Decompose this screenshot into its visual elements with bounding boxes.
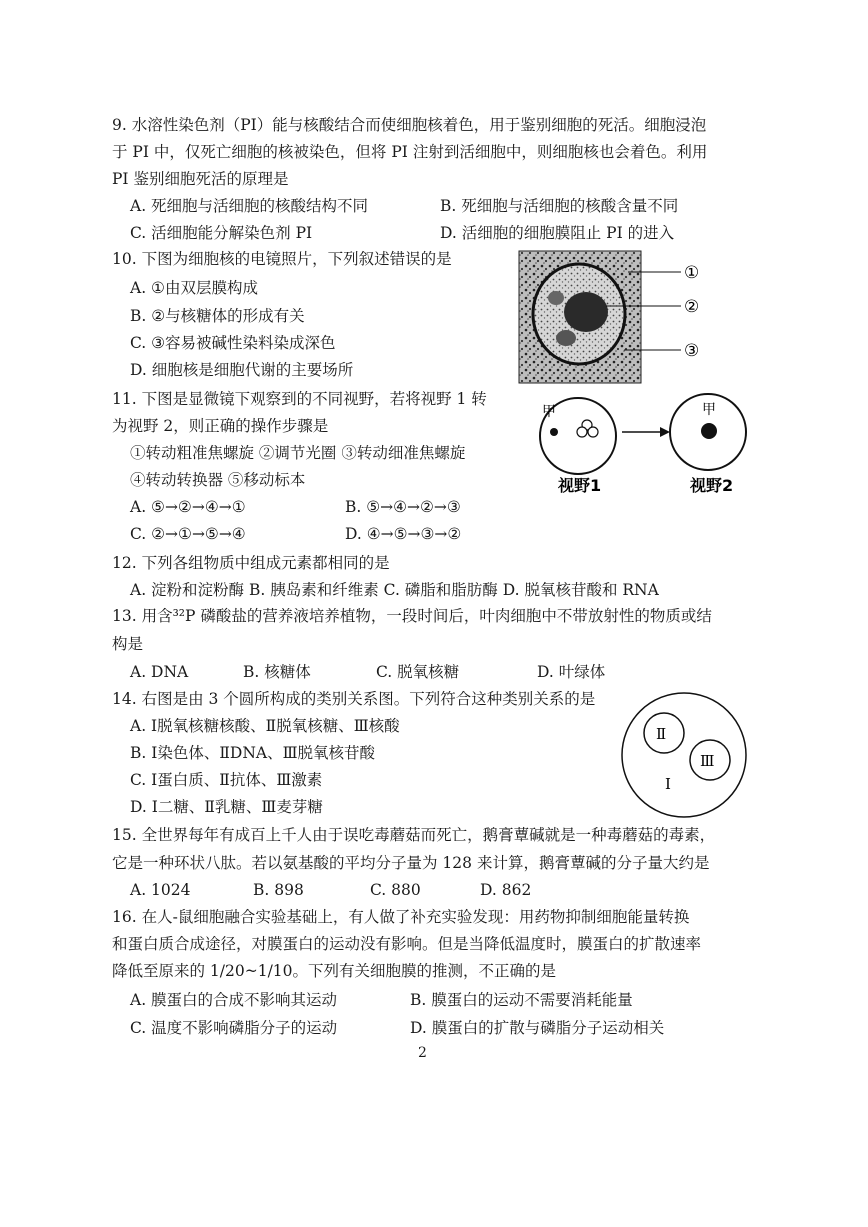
q14-option-d: D. Ⅰ二糖、Ⅱ乳糖、Ⅲ麦芽糖 [130, 798, 323, 816]
q10-stem: 10. 下图为细胞核的电镜照片，下列叙述错误的是 [112, 250, 452, 268]
q9-option-a: A. 死细胞与活细胞的核酸结构不同 [130, 197, 369, 215]
q15-option-b: B. 898 [253, 881, 304, 899]
q12-options: A. 淀粉和淀粉酶 B. 胰岛素和纤维素 C. 磷脂和脂肪酶 D. 脱氧核苷酸和 RNA [130, 581, 659, 599]
q16-option-a: A. 膜蛋白的合成不影响其运动 [130, 991, 338, 1009]
view1-jia-label: 甲 [542, 404, 556, 420]
q11-option-d: D. ④→⑤→③→② [345, 525, 462, 543]
q11-steps-line2: ④转动转换器 ⑤移动标本 [130, 471, 306, 489]
view2-caption: 视野2 [690, 476, 734, 495]
q14-option-a: A. Ⅰ脱氧核糖核酸、Ⅱ脱氧核糖、Ⅲ核酸 [130, 717, 400, 735]
q15-option-d: D. 862 [480, 881, 532, 899]
nucleolus [564, 292, 608, 332]
q9-option-b: B. 死细胞与活细胞的核酸含量不同 [440, 197, 679, 215]
view1-target-dot [550, 428, 558, 436]
q9-option-d: D. 活细胞的细胞膜阻止 PI 的进入 [440, 224, 675, 242]
q15-option-c: C. 880 [370, 881, 421, 899]
nucleus-micrograph-figure [516, 248, 716, 386]
view2-target-dot [701, 423, 717, 439]
q11-steps-line1: ①转动粗准焦螺旋 ②调节光圈 ③转动细准焦螺旋 [130, 444, 466, 462]
label-1: ① [684, 263, 700, 283]
q16-stem-line2: 和蛋白质合成途径，对膜蛋白的运动没有影响。但是当降低温度时，膜蛋白的扩散速率 [112, 935, 702, 953]
category-circles-figure [618, 690, 750, 820]
q9-stem-line1: 9. 水溶性染色剂（PI）能与核酸结合而使细胞核着色，用于鉴别细胞的死活。细胞浸泡 [112, 116, 707, 134]
view2-jia-label: 甲 [702, 402, 716, 418]
q15-stem-line1: 15. 全世界每年有成百上千人由于误吃毒蘑菇而死亡，鹅膏蕈碱就是一种毒蘑菇的毒素， [112, 826, 716, 844]
q13-option-a: A. DNA [130, 663, 189, 681]
q12-stem: 12. 下列各组物质中组成元素都相同的是 [112, 554, 390, 572]
q15-stem-line2: 它是一种环状八肽。若以氨基酸的平均分子量为 128 来计算，鹅膏蕈碱的分子量大约是 [112, 854, 710, 872]
q11-option-c: C. ②→①→⑤→④ [130, 525, 246, 543]
q13-option-c: C. 脱氧核糖 [376, 663, 460, 681]
q13-option-d: D. 叶绿体 [537, 663, 606, 681]
microscope-views-figure [530, 392, 770, 502]
page-number: 2 [418, 1045, 427, 1061]
q9-option-c: C. 活细胞能分解染色剂 PI [130, 224, 313, 242]
q16-option-d: D. 膜蛋白的扩散与磷脂分子运动相关 [410, 1019, 665, 1037]
label-2: ② [684, 297, 700, 317]
q14-option-b: B. Ⅰ染色体、ⅡDNA、Ⅲ脱氧核苷酸 [130, 744, 376, 762]
q16-stem-line3: 降低至原来的 1/20~1/10。下列有关细胞膜的推测，不正确的是 [112, 962, 557, 980]
label-I: Ⅰ [665, 775, 671, 793]
q14-option-c: C. Ⅰ蛋白质、Ⅱ抗体、Ⅲ激素 [130, 771, 323, 789]
label-II: Ⅱ [656, 725, 667, 743]
q13-stem-line2: 构是 [112, 635, 144, 653]
q11-stem-line1: 11. 下图是显微镜下观察到的不同视野，若将视野 1 转 [112, 390, 487, 408]
q10-option-b: B. ②与核糖体的形成有关 [130, 307, 305, 325]
q13-stem-line1: 13. 用含³²P 磷酸盐的营养液培养植物，一段时间后，叶肉细胞中不带放射性的物质或结 [112, 607, 712, 625]
q10-option-c: C. ③容易被碱性染料染成深色 [130, 334, 336, 352]
q16-stem-line1: 16. 在人-鼠细胞融合实验基础上，有人做了补充实验发现：用药物抑制细胞能量转换 [112, 908, 690, 926]
q16-option-c: C. 温度不影响磷脂分子的运动 [130, 1019, 338, 1037]
q11-option-b: B. ⑤→④→②→③ [345, 498, 461, 516]
q11-option-a: A. ⑤→②→④→① [130, 498, 246, 516]
q14-stem: 14. 右图是由 3 个圆所构成的类别关系图。下列符合这种类别关系的是 [112, 690, 596, 708]
q10-option-d: D. 细胞核是细胞代谢的主要场所 [130, 361, 354, 379]
q11-stem-line2: 为视野 2，则正确的操作步骤是 [112, 417, 329, 435]
q16-option-b: B. 膜蛋白的运动不需要消耗能量 [410, 991, 633, 1009]
q13-option-b: B. 核糖体 [243, 663, 311, 681]
q15-option-a: A. 1024 [130, 881, 191, 899]
q9-stem-line3: PI 鉴别细胞死活的原理是 [112, 170, 289, 188]
view1-caption: 视野1 [558, 476, 602, 495]
q10-option-a: A. ①由双层膜构成 [130, 279, 258, 297]
q9-stem-line2: 于 PI 中，仅死亡细胞的核被染色，但将 PI 注射到活细胞中，则细胞核也会着色。利用 [112, 143, 708, 161]
label-III: Ⅲ [700, 752, 715, 770]
label-3: ③ [684, 341, 700, 361]
